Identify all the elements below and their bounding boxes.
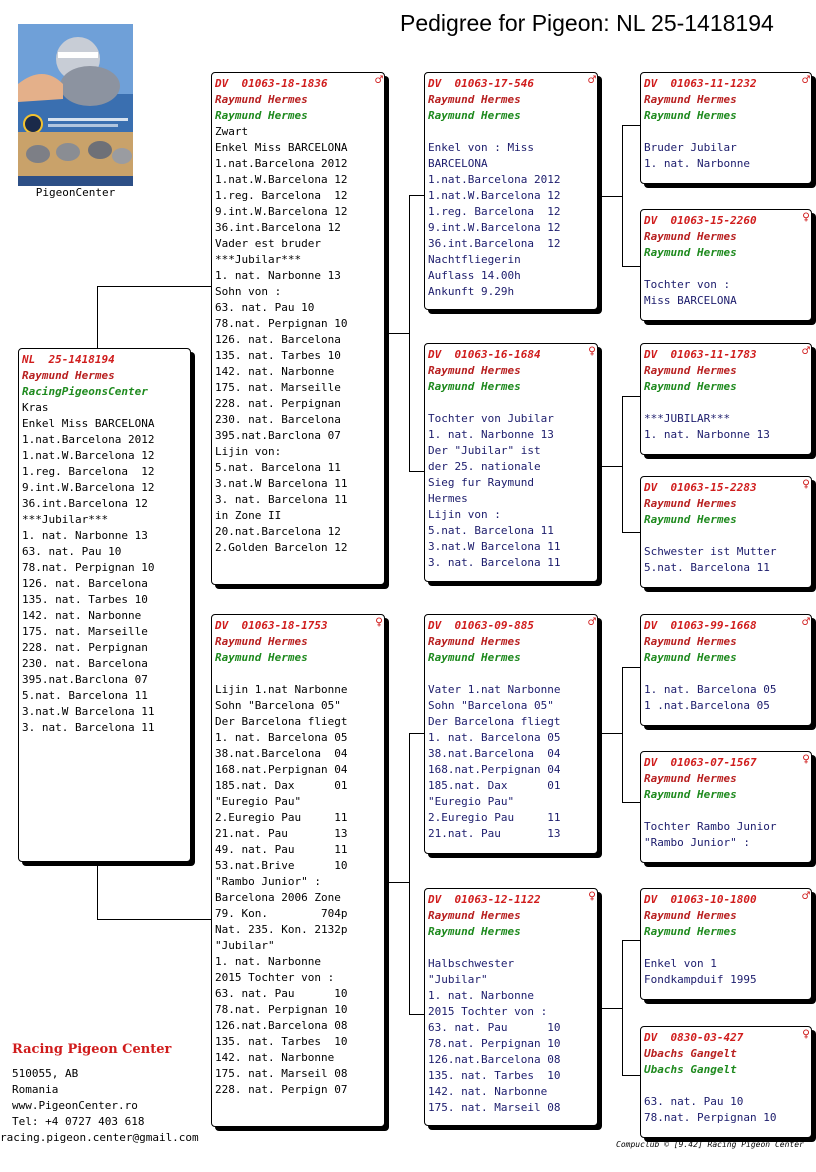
remark-line: in Zone II [215, 509, 282, 522]
remark-line [644, 803, 808, 819]
remark-line [644, 666, 808, 682]
sire-card[interactable] [211, 72, 385, 585]
remark-line: 135. nat. Tarbes 10 [22, 593, 148, 606]
sire-sire-dam-card[interactable] [640, 209, 812, 321]
remark-line [644, 395, 808, 411]
owner-name: Raymund Hermes [22, 369, 115, 382]
remark-line: 1.nat.W.Barcelona 12 [215, 173, 348, 186]
ring-number: DV 01063-09-885 [428, 619, 534, 632]
remark-line: Sohn "Barcelona 05" [428, 699, 554, 712]
logo-caption: PigeonCenter [35, 186, 116, 199]
remark-line: 175. nat. Marseil 08 [215, 1067, 348, 1080]
remark-line: 126. nat. Barcelona [215, 333, 341, 346]
remark-line: "Rambo Junior" : [644, 836, 750, 849]
remark-line: 1. nat. Barcelona 05 [215, 731, 348, 744]
remark-line: 1 .nat.Barcelona 05 [644, 699, 770, 712]
remark-line: 228. nat. Perpignan [215, 397, 341, 410]
remark-line: 1. nat. Narbonne 13 [644, 428, 770, 441]
male-icon: ♂ [802, 889, 810, 904]
connector [97, 919, 212, 920]
remark-line: 3. nat. Barcelona 11 [428, 556, 561, 569]
breeder-name: Raymund Hermes [215, 651, 308, 664]
remark-line: Lijin von : [428, 508, 501, 521]
remark-line: 5.nat. Barcelona 11 [22, 689, 148, 702]
remark-line: Fondkampduif 1995 [644, 973, 757, 986]
connector [622, 532, 641, 533]
remark-line [644, 940, 808, 956]
remark-line: 168.nat.Perpignan 04 [428, 763, 561, 776]
connector [622, 125, 641, 126]
remark-line: Tochter von : [644, 278, 731, 291]
owner-name: Raymund Hermes [644, 909, 737, 922]
owner-name: Raymund Hermes [428, 93, 521, 106]
ring-number: DV 01063-12-1122 [428, 893, 541, 906]
remark-line: "Jubilar" [428, 973, 488, 986]
remark-line: ***Jubilar*** [22, 513, 109, 526]
owner-name: Ubachs Gangelt [644, 1047, 737, 1060]
dam-sire-sire-card[interactable] [640, 614, 812, 726]
dam-sire-card[interactable] [424, 614, 598, 854]
connector [622, 1075, 641, 1076]
breeder-name: Raymund Hermes [644, 651, 737, 664]
remark-line: Zwart [215, 125, 249, 138]
connector [385, 882, 410, 883]
remark-line: 78.nat. Perpignan 10 [644, 1111, 777, 1124]
remark-line: 1.reg. Barcelona 12 [22, 465, 155, 478]
remark-line: Enkel von 1 [644, 957, 717, 970]
remark-line: 3.nat.W Barcelona 11 [428, 540, 561, 553]
remark-line: 63. nat. Pau 10 [22, 545, 122, 558]
remark-line: 228. nat. Perpignan [22, 641, 148, 654]
remark-line: 3. nat. Barcelona 11 [215, 493, 348, 506]
connector [97, 286, 98, 348]
remark-line: 228. nat. Perpign 07 [215, 1083, 348, 1096]
connector [409, 1014, 425, 1015]
remark-line: Vader est bruder [215, 237, 321, 250]
remark-line: BARCELONA [428, 157, 488, 170]
connector [598, 1008, 623, 1009]
remark-line: 142. nat. Narbonne [22, 609, 142, 622]
remark-line: Kras [22, 401, 49, 414]
footer-country: Romania [12, 1083, 59, 1096]
connector [598, 466, 623, 467]
remark-line [644, 1078, 808, 1094]
remark-line: Der Barcelona fliegt [215, 715, 348, 728]
connector [622, 266, 641, 267]
remark-line: Nat. 235. Kon. 2132p [215, 923, 348, 936]
remark-line: 126.nat.Barcelona 08 [215, 1019, 348, 1032]
connector [97, 862, 98, 920]
male-icon: ♂ [802, 344, 810, 359]
remark-line: 126.nat.Barcelona 08 [428, 1053, 561, 1066]
female-icon: ♀ [588, 889, 596, 904]
remark-line: 63. nat. Pau 10 [215, 301, 315, 314]
remark-line: 185.nat. Dax 01 [215, 779, 348, 792]
ring-number: DV 01063-16-1684 [428, 348, 541, 361]
owner-name: Raymund Hermes [644, 497, 737, 510]
breeder-name: Raymund Hermes [644, 513, 737, 526]
remark-line: der 25. nationale [428, 460, 541, 473]
breeder-name: Ubachs Gangelt [644, 1063, 737, 1076]
remark-line: 2015 Tochter von : [428, 1005, 548, 1018]
connector [622, 667, 641, 668]
breeder-name: Raymund Hermes [428, 380, 521, 393]
remark-line: Tochter Rambo Junior [644, 820, 777, 833]
remark-line: "Euregio Pau" [215, 795, 302, 808]
remark-line: 78.nat. Perpignan 10 [215, 317, 348, 330]
remark-line: Sieg fur Raymund [428, 476, 534, 489]
dam-dam-card[interactable] [424, 888, 598, 1126]
remark-line: 5.nat. Barcelona 11 [644, 561, 770, 574]
remark-line: 2.Euregio Pau 11 [428, 811, 561, 824]
sire-dam-dam-card[interactable] [640, 476, 812, 588]
remark-line: Vater 1.nat Narbonne [428, 683, 561, 696]
remark-line: "Rambo Junior" : [215, 875, 321, 888]
remark-line: Miss BARCELONA [644, 294, 737, 307]
male-icon: ♂ [588, 615, 596, 630]
remark-line: "Jubilar" [215, 939, 275, 952]
remark-line: 1. nat. Narbonne [644, 157, 750, 170]
footer-phone: Tel: +4 0727 403 618 [12, 1115, 145, 1128]
remark-line: 1.nat.Barcelona 2012 [428, 173, 561, 186]
remark-line: 1.nat.Barcelona 2012 [215, 157, 348, 170]
remark-line: 20.nat.Barcelona 12 [215, 525, 341, 538]
compuclub-credit: Compuclub © [9.42] Racing Pigeon Center [616, 1140, 804, 1149]
ring-number: DV 01063-07-1567 [644, 756, 757, 769]
ring-number: DV 01063-10-1800 [644, 893, 757, 906]
remark-line: 38.nat.Barcelona 04 [428, 747, 561, 760]
breeder-name: Raymund Hermes [644, 380, 737, 393]
remark-line: 78.nat. Perpignan 10 [22, 561, 155, 574]
male-icon: ♂ [588, 73, 596, 88]
remark-line: 53.nat.Brive 10 [215, 859, 348, 872]
remark-line: 1. nat. Narbonne [215, 955, 321, 968]
ring-number: DV 01063-11-1232 [644, 77, 757, 90]
remark-line: 2.Golden Barcelon 12 [215, 541, 348, 554]
ring-number: DV 01063-11-1783 [644, 348, 757, 361]
breeder-name: Raymund Hermes [428, 925, 521, 938]
remark-line: 175. nat. Marseille [215, 381, 341, 394]
breeder-name: Raymund Hermes [644, 109, 737, 122]
remark-line: 185.nat. Dax 01 [428, 779, 561, 792]
connector [622, 802, 641, 803]
ring-number: DV 01063-15-2283 [644, 481, 757, 494]
remark-line: 36.int.Barcelona 12 [22, 497, 148, 510]
remark-line: Lijin 1.nat Narbonne [215, 683, 348, 696]
connector [622, 940, 623, 1076]
connector [622, 667, 623, 803]
remark-line [644, 124, 808, 140]
remark-line: 175. nat. Marseille [22, 625, 148, 638]
connector [97, 286, 212, 287]
remark-line: 175. nat. Marseil 08 [428, 1101, 561, 1114]
pigeon-center-logo [18, 24, 133, 186]
owner-name: Raymund Hermes [644, 635, 737, 648]
connector [409, 733, 410, 1015]
breeder-name: RacingPigeonsCenter [22, 385, 148, 398]
remark-line: Bruder Jubilar [644, 141, 737, 154]
sire-sire-sire-card[interactable] [640, 72, 812, 184]
owner-name: Raymund Hermes [644, 230, 737, 243]
remark-line: 230. nat. Barcelona [22, 657, 148, 670]
remark-line [428, 940, 594, 956]
male-icon: ♂ [375, 73, 383, 88]
connector [622, 940, 641, 941]
owner-name: Raymund Hermes [644, 772, 737, 785]
connector [409, 195, 425, 196]
remark-line: Sohn von : [215, 285, 282, 298]
ring-number: DV 01063-18-1753 [215, 619, 328, 632]
owner-name: Raymund Hermes [644, 93, 737, 106]
remark-line: 168.nat.Perpignan 04 [215, 763, 348, 776]
female-icon: ♀ [588, 344, 596, 359]
breeder-name: Raymund Hermes [215, 109, 308, 122]
remark-line: 36.int.Barcelona 12 [215, 221, 341, 234]
remark-line: Schwester ist Mutter [644, 545, 777, 558]
remark-line: 1.nat.W.Barcelona 12 [22, 449, 155, 462]
female-icon: ♀ [802, 752, 810, 767]
remark-line: 3.nat.W Barcelona 11 [22, 705, 155, 718]
remark-line: Der "Jubilar" ist [428, 444, 541, 457]
ring-number: DV 01063-15-2260 [644, 214, 757, 227]
remark-line: 36.int.Barcelona 12 [428, 237, 561, 250]
breeder-name: Raymund Hermes [644, 925, 737, 938]
remark-line: Hermes [428, 492, 468, 505]
subject-pigeon-card[interactable] [18, 348, 191, 862]
ring-number: DV 01063-18-1836 [215, 77, 328, 90]
dam-dam-dam-card[interactable] [640, 1026, 812, 1138]
dam-card[interactable] [211, 614, 385, 1127]
remark-line: 135. nat. Tarbes 10 [215, 349, 341, 362]
remark-line: 230. nat. Barcelona [215, 413, 341, 426]
remark-line: 2015 Tochter von : [215, 971, 335, 984]
remark-line: Sohn "Barcelona 05" [215, 699, 341, 712]
remark-line: 395.nat.Barclona 07 [215, 429, 341, 442]
remark-line: 9.int.W.Barcelona 12 [22, 481, 155, 494]
remark-line: Tochter von Jubilar [428, 412, 554, 425]
female-icon: ♀ [802, 210, 810, 225]
remark-line: Enkel von : Miss [428, 141, 534, 154]
remark-line: 3. nat. Barcelona 11 [22, 721, 155, 734]
remark-line: 142. nat. Narbonne [215, 1051, 335, 1064]
remark-line [215, 666, 381, 682]
connector [385, 333, 410, 334]
remark-line: 5.nat. Barcelona 11 [428, 524, 554, 537]
remark-line: 3.nat.W Barcelona 11 [215, 477, 348, 490]
remark-line: Enkel Miss BARCELONA [22, 417, 155, 430]
remark-line: 9.int.W.Barcelona 12 [428, 221, 561, 234]
remark-line: Lijin von: [215, 445, 282, 458]
remark-line: 126. nat. Barcelona [22, 577, 148, 590]
remark-line: 1. nat. Barcelona 05 [428, 731, 561, 744]
remark-line: 9.int.W.Barcelona 12 [215, 205, 348, 218]
owner-name: Raymund Hermes [644, 364, 737, 377]
remark-line: 5.nat. Barcelona 11 [215, 461, 341, 474]
remark-line: 78.nat. Perpignan 10 [428, 1037, 561, 1050]
remark-line: 21.nat. Pau 13 [428, 827, 561, 840]
remark-line [428, 395, 594, 411]
remark-line [644, 528, 808, 544]
remark-line: Auflass 14.00h [428, 269, 521, 282]
sire-dam-sire-card[interactable] [640, 343, 812, 455]
org-name: Racing Pigeon Center [12, 1042, 172, 1057]
page-title: Pedigree for Pigeon: NL 25-1418194 [400, 10, 774, 36]
remark-line: 78.nat. Perpignan 10 [215, 1003, 348, 1016]
remark-line: Ankunft 9.29h [428, 285, 515, 298]
owner-name: Raymund Hermes [215, 93, 308, 106]
remark-line: ***JUBILAR*** [644, 412, 731, 425]
remark-line: 1. nat. Narbonne 13 [215, 269, 341, 282]
female-icon: ♀ [375, 615, 383, 630]
remark-line: 1.nat.W.Barcelona 12 [428, 189, 561, 202]
remark-line: 1. nat. Narbonne [428, 989, 534, 1002]
remark-line [428, 124, 594, 140]
remark-line: Nachtfliegerin [428, 253, 521, 266]
breeder-name: Raymund Hermes [644, 788, 737, 801]
remark-line: 142. nat. Narbonne [215, 365, 335, 378]
remark-line: 1.reg. Barcelona 12 [215, 189, 348, 202]
connector [622, 396, 623, 533]
remark-line: Halbschwester [428, 957, 515, 970]
ring-number: DV 0830-03-427 [644, 1031, 744, 1044]
breeder-name: Raymund Hermes [428, 109, 521, 122]
remark-line: 142. nat. Narbonne [428, 1085, 548, 1098]
male-icon: ♂ [802, 615, 810, 630]
remark-line: 2.Euregio Pau 11 [215, 811, 348, 824]
sire-dam-card[interactable] [424, 343, 598, 582]
remark-line: 49. nat. Pau 11 [215, 843, 348, 856]
remark-line: 1. nat. Barcelona 05 [644, 683, 777, 696]
connector [409, 733, 425, 734]
remark-line: Enkel Miss BARCELONA [215, 141, 348, 154]
remark-line: 1.nat.Barcelona 2012 [22, 433, 155, 446]
dam-sire-dam-card[interactable] [640, 751, 812, 863]
male-icon: ♂ [802, 73, 810, 88]
connector [598, 733, 623, 734]
owner-name: Raymund Hermes [215, 635, 308, 648]
connector [409, 471, 425, 472]
footer-website[interactable]: www.PigeonCenter.ro [12, 1099, 138, 1112]
connector [409, 195, 410, 472]
remark-line: 63. nat. Pau 10 [644, 1095, 744, 1108]
remark-line: ***Jubilar*** [215, 253, 302, 266]
remark-line: Der Barcelona fliegt [428, 715, 561, 728]
remark-line: 63. nat. Pau 10 [428, 1021, 561, 1034]
dam-dam-sire-card[interactable] [640, 888, 812, 1000]
remark-line: 63. nat. Pau 10 [215, 987, 348, 1000]
remark-line: "Euregio Pau" [428, 795, 515, 808]
owner-name: Raymund Hermes [428, 909, 521, 922]
owner-name: Raymund Hermes [428, 364, 521, 377]
remark-line: 79. Kon. 704p [215, 907, 348, 920]
connector [622, 396, 641, 397]
footer-email[interactable]: racing.pigeon.center@gmail.com [0, 1131, 199, 1144]
footer-address: 510055, AB [12, 1067, 79, 1080]
remark-line [644, 261, 808, 277]
connector [598, 196, 623, 197]
female-icon: ♀ [802, 1027, 810, 1042]
owner-name: Raymund Hermes [428, 635, 521, 648]
remark-line: 135. nat. Tarbes 10 [215, 1035, 348, 1048]
remark-line: 135. nat. Tarbes 10 [428, 1069, 561, 1082]
breeder-name: Raymund Hermes [428, 651, 521, 664]
ring-number: NL 25-1418194 [22, 353, 115, 366]
sire-sire-card[interactable] [424, 72, 598, 310]
breeder-name: Raymund Hermes [644, 246, 737, 259]
remark-line: 395.nat.Barclona 07 [22, 673, 148, 686]
remark-line: Barcelona 2006 Zone [215, 891, 341, 904]
remark-line: 38.nat.Barcelona 04 [215, 747, 348, 760]
ring-number: DV 01063-17-546 [428, 77, 534, 90]
remark-line: 1.reg. Barcelona 12 [428, 205, 561, 218]
remark-line [428, 666, 594, 682]
ring-number: DV 01063-99-1668 [644, 619, 757, 632]
connector [622, 125, 623, 267]
female-icon: ♀ [802, 477, 810, 492]
remark-line: 1. nat. Narbonne 13 [428, 428, 554, 441]
remark-line: 1. nat. Narbonne 13 [22, 529, 148, 542]
remark-line: 21.nat. Pau 13 [215, 827, 348, 840]
